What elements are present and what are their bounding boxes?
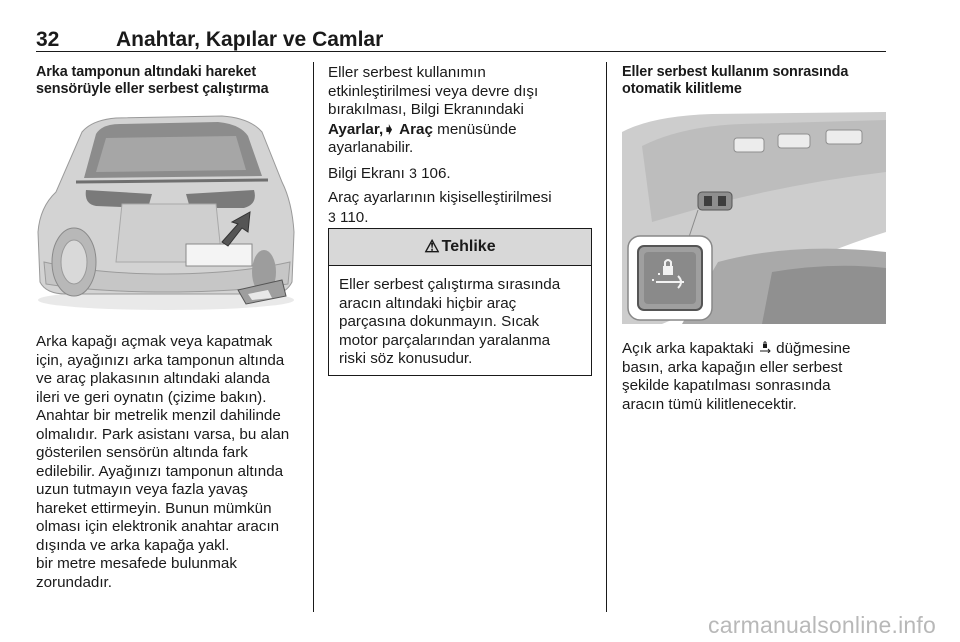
text-line: Eller serbest çalıştırma sırasında	[339, 276, 561, 293]
text-line: gösterilen sensörün altında fark	[36, 444, 248, 461]
menu-arrow-icon: ➧	[383, 120, 395, 137]
settings-paragraph: Eller serbest kullanımın etkinleştirilmesi veya devre dışı bırakılması, Bilgi Ekranındaki Ayarlar,➧ Araç menüsünde ayarlanabilir.	[328, 64, 539, 156]
text-line: Açık arka kapaktaki	[622, 340, 754, 357]
auto-lock-instructions	[622, 339, 886, 414]
text-line: basın, arka kapağın eller serbest	[622, 358, 843, 376]
ref-label: Araç ayarlarının kişiselleştirilmesi	[328, 189, 552, 206]
text-line: zorundadır.	[36, 573, 112, 591]
ref-label: Bilgi Ekranı	[328, 164, 405, 182]
text-line: bırakılması, Bilgi Ekranındaki	[328, 101, 524, 118]
text-line: dışında ve arka kapağa yakl.	[36, 536, 230, 554]
section-heading-auto-lock	[622, 64, 886, 98]
text-line: etkinleştirilmesi veya devre dışı	[328, 82, 539, 100]
ref-page: 110.	[340, 208, 369, 226]
menu-settings: Ayarlar	[328, 120, 379, 138]
text-line: için, ayağınızı arka tamponun altında	[36, 351, 285, 369]
text-line: riski söz konusudur.	[339, 350, 473, 367]
text-line: aracın tümü kilitlenecektir.	[622, 395, 797, 413]
warning-header	[329, 229, 591, 266]
page-ref-arrow-icon: 3	[409, 164, 417, 181]
text-line: edilebilir. Ayağınızı tamponun altında	[36, 462, 284, 480]
section-heading-hands-free	[36, 64, 304, 98]
text-line: hareket ettirmeyin. Bunun mümkün	[36, 499, 272, 517]
text-line: Arka kapağı açmak veya kapatmak	[36, 333, 273, 350]
tailgate-button-illustration	[622, 112, 886, 324]
text-line: düğmesine	[776, 340, 851, 357]
heading-line: Eller serbest kullanım sonrasında	[622, 64, 849, 80]
text-line: uzun tutmayın veya fazla yavaş	[36, 481, 248, 498]
info-display-ref	[328, 164, 596, 184]
heading-line: sensörüyle eller serbest çalıştırma	[36, 81, 269, 97]
ref-page: 106.	[421, 164, 451, 182]
warning-title: Tehlike	[441, 238, 496, 255]
warning-triangle-icon: ⚠	[424, 237, 440, 256]
header-rule	[36, 51, 886, 52]
page-title: Anahtar, Kapılar ve Camlar	[116, 28, 384, 51]
text-line: motor parçalarından yaralanma	[339, 331, 551, 349]
lock-button-icon	[758, 340, 772, 356]
column-1	[36, 64, 304, 98]
text-line: ve araç plakasının altındaki alanda	[36, 370, 270, 387]
text-line: Eller serbest kullanımın	[328, 64, 486, 81]
text-line: bir metre mesafede bulunmak	[36, 555, 237, 572]
hands-free-instructions	[36, 333, 304, 592]
heading-line: Arka tamponun altındaki hareket	[36, 64, 257, 80]
column-2	[328, 64, 596, 227]
text-line: Anahtar bir metrelik menzil dahilinde	[36, 407, 281, 424]
text-line: ileri ve geri oynatın (çizime bakın).	[36, 388, 267, 406]
danger-warning-box	[328, 228, 592, 376]
text-line: menüsünde	[437, 120, 517, 138]
heading-line: otomatik kilitleme	[622, 81, 742, 97]
warning-text	[329, 266, 591, 369]
column-1-body	[36, 333, 304, 592]
text-line: şekilde kapatılması sonrasında	[622, 377, 831, 394]
column-3-body	[622, 339, 886, 414]
page-number: 32	[36, 28, 60, 51]
page-header	[36, 28, 886, 52]
column-divider-1	[313, 62, 314, 612]
text-line: ayarlanabilir.	[328, 139, 414, 156]
car-rear-illustration	[36, 112, 298, 312]
menu-vehicle: Araç	[399, 120, 433, 138]
personalization-ref	[328, 189, 596, 227]
text-line: parçasına dokunmayın. Sıcak	[339, 313, 540, 330]
watermark: carmanualsonline.info	[708, 612, 936, 638]
text-line: olması için elektronik anahtar aracın	[36, 518, 280, 535]
text-line: aracın altındaki hiçbir araç	[339, 294, 517, 312]
page-ref-arrow-icon: 3	[328, 208, 336, 225]
column-3	[622, 64, 886, 98]
column-divider-2	[606, 62, 607, 612]
text-line: olmalıdır. Park asistanı varsa, bu alan	[36, 425, 290, 443]
